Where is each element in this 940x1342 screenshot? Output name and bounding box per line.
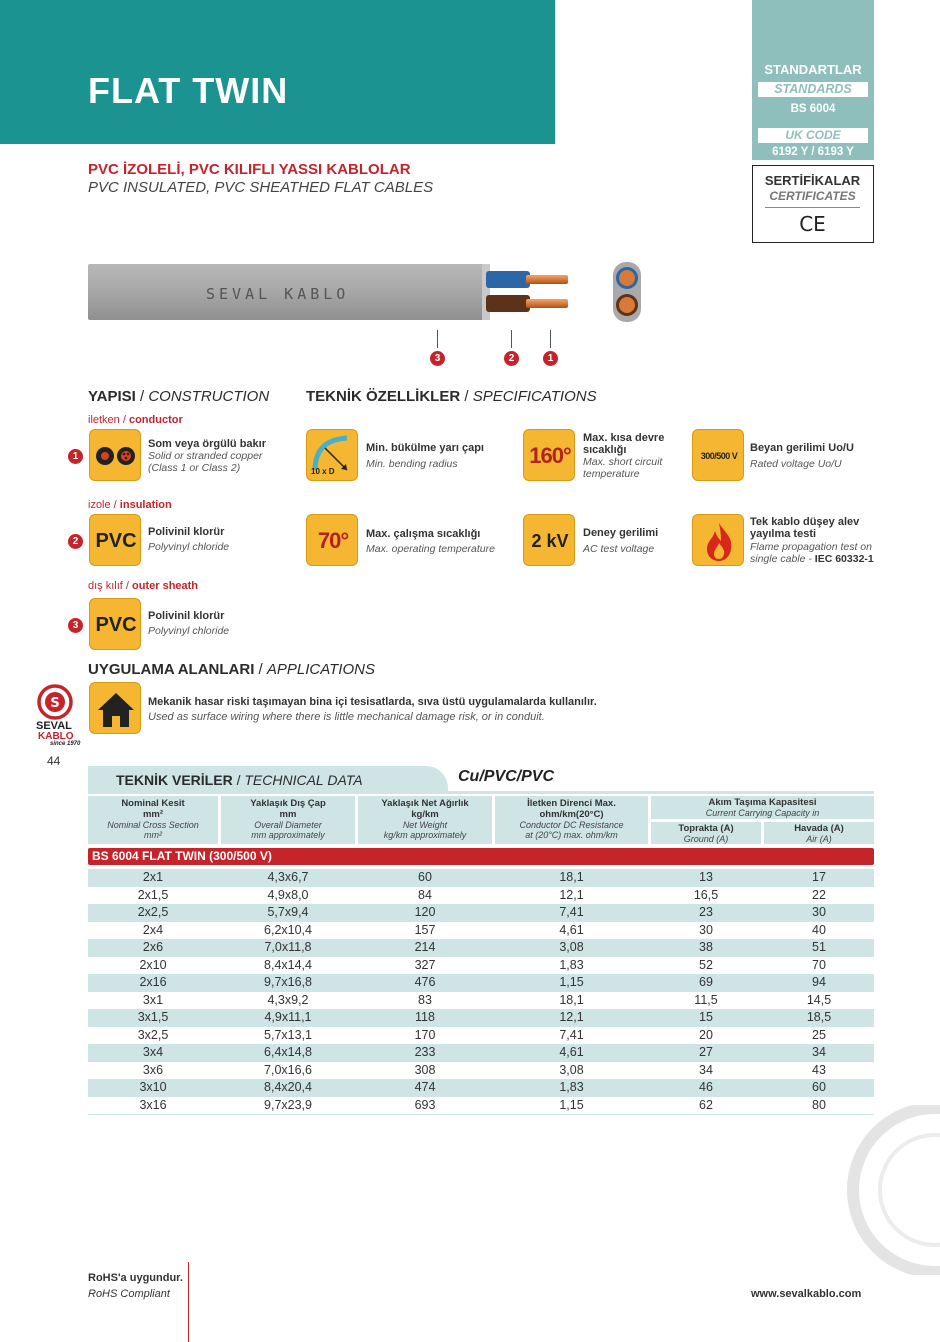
cell-air: 60 <box>812 1080 826 1094</box>
op-text-tr: Max. çalışma sıcaklığı <box>366 528 481 540</box>
conductor-label: iletken / conductor <box>88 414 183 426</box>
cell-resistance: 3,08 <box>559 940 584 954</box>
cell-ground: 62 <box>699 1097 713 1112</box>
table-row <box>88 1097 874 1115</box>
callout-line-1 <box>550 330 551 348</box>
page-number: 44 <box>47 754 61 768</box>
applications-text-en: Used as surface wiring where there is little mechanical damage risk, or in conduit. <box>148 711 545 723</box>
cell-weight: 693 <box>414 1097 436 1112</box>
cable-print-text: SEVAL KABLO <box>206 285 350 303</box>
certificates-title-en: CERTIFICATES <box>769 189 856 203</box>
cell-weight: 118 <box>415 1010 435 1024</box>
cell-weight: 83 <box>418 992 432 1007</box>
callout-line-3 <box>437 330 438 348</box>
voltage-text-tr: Beyan gerilimi Uo/U <box>750 442 854 454</box>
cell-section: 3x10 <box>139 1080 167 1094</box>
cell-air: 43 <box>812 1062 826 1077</box>
cell-diameter: 4,3x6,7 <box>267 870 309 884</box>
cell-section: 2x6 <box>142 940 164 954</box>
applications-text-tr: Mekanik hasar riski taşımayan bina içi tesisatlarda, sıva üstü uygulamalarda kullanılır. <box>148 696 597 708</box>
sheath-label: dış kılıf / outer sheath <box>88 580 199 592</box>
cell-section: 3x16 <box>139 1097 167 1112</box>
cell-ground: 30 <box>699 922 713 937</box>
cell-ground: 52 <box>699 957 713 972</box>
cell-section: 2x2,5 <box>137 905 169 919</box>
table-row <box>88 1027 874 1045</box>
svg-text:S: S <box>50 696 60 711</box>
operating-temp-icon: 70° <box>306 514 358 566</box>
cell-ground: 11,5 <box>694 992 718 1007</box>
cell-diameter: 8,4x20,4 <box>264 1080 312 1094</box>
cell-section: 2x1 <box>142 870 164 884</box>
certificates-box <box>752 165 874 243</box>
insulation-label: izole / insulation <box>88 499 172 511</box>
standards-panel <box>752 0 874 160</box>
cell-air: 14,5 <box>806 992 832 1007</box>
short-text-tr-1: Max. kısa devre <box>583 432 665 444</box>
cell-resistance: 4,61 <box>559 1045 584 1059</box>
cell-air: 25 <box>812 1027 826 1042</box>
ce-mark: CE <box>799 212 826 236</box>
table-bottom-rule <box>88 1114 874 1115</box>
website-link[interactable]: www.sevalkablo.com <box>751 1288 862 1300</box>
construction-num-3: 3 <box>68 618 83 633</box>
cell-resistance: 1,83 <box>559 1080 584 1094</box>
col-header-ground: Toprakta (A) Ground (A) <box>651 822 761 844</box>
conductor-text-tr: Som veya örgülü bakır <box>148 438 266 450</box>
cable-image <box>86 258 646 328</box>
op-text-en: Max. operating temperature <box>366 543 495 555</box>
conductor-text-en-2: (Class 1 or Class 2) <box>148 462 241 474</box>
standards-title-en: STANDARDS <box>758 82 868 97</box>
cell-ground: 23 <box>699 905 713 919</box>
logo-since: since 1970 <box>50 741 81 747</box>
table-row <box>88 922 874 940</box>
callout-line-2 <box>511 330 512 348</box>
certificates-divider <box>765 207 860 208</box>
technical-data-heading: TEKNİK VERİLER / TECHNICAL DATA <box>116 772 363 788</box>
bending-radius-icon: 10 x D <box>306 429 358 481</box>
cell-resistance: 7,41 <box>559 905 584 919</box>
pvc-sheath-icon: PVC <box>89 598 141 650</box>
cell-section: 2x1,5 <box>137 887 169 902</box>
bend-text-en: Min. bending radius <box>366 458 458 470</box>
cell-air: 18,5 <box>806 1010 832 1024</box>
standards-value: BS 6004 <box>790 103 836 115</box>
rohs-text-tr: RoHS'a uygundur. <box>88 1272 183 1284</box>
cell-resistance: 1,15 <box>559 975 584 989</box>
cell-section: 2x10 <box>139 957 167 972</box>
cell-diameter: 6,4x14,8 <box>264 1045 312 1059</box>
sheath-text-en: Polyvinyl chloride <box>148 625 230 637</box>
construction-num-2: 2 <box>68 534 83 549</box>
table-row <box>88 1044 874 1062</box>
cell-ground: 16,5 <box>693 887 719 902</box>
test-text-en: AC test voltage <box>583 543 655 555</box>
callout-2: 2 <box>504 351 519 366</box>
cell-diameter: 4,9x11,1 <box>264 1010 312 1024</box>
cell-weight: 120 <box>414 905 436 919</box>
logo-line-1: SEVAL <box>36 720 72 732</box>
col-header-resistance: İletken Direnci Max. ohm/km(20°C) Conductor DC Resistance at (20°C) max. ohm/km <box>495 796 648 844</box>
cell-diameter: 6,2x10,4 <box>264 922 312 937</box>
cell-section: 2x4 <box>142 922 164 937</box>
cell-diameter: 5,7x13,1 <box>264 1027 312 1042</box>
flame-icon <box>692 514 744 566</box>
cell-diameter: 7,0x16,6 <box>264 1062 312 1077</box>
cell-section: 3x1 <box>142 992 164 1007</box>
cell-section: 3x6 <box>142 1062 164 1077</box>
uk-code-label: UK CODE <box>758 128 868 143</box>
short-text-en-1: Max. short circuit <box>583 456 663 468</box>
specifications-heading: TEKNİK ÖZELLİKLER / SPECIFICATIONS <box>306 388 597 405</box>
cell-weight: 327 <box>414 957 436 972</box>
table-row <box>88 1062 874 1080</box>
page-title: FLAT TWIN <box>88 70 289 111</box>
cell-resistance: 1,15 <box>559 1097 584 1112</box>
cell-resistance: 18,1 <box>559 992 584 1007</box>
standards-title: STANDARTLAR <box>764 62 862 77</box>
cell-weight: 233 <box>414 1045 436 1059</box>
callout-1: 1 <box>543 351 558 366</box>
cell-resistance: 1,83 <box>559 957 584 972</box>
cell-diameter: 9,7x23,9 <box>264 1097 312 1112</box>
table-row <box>88 869 874 887</box>
cell-resistance: 12,1 <box>559 887 584 902</box>
table-row <box>88 904 874 922</box>
construction-num-1: 1 <box>68 449 83 464</box>
rated-voltage-icon: 300/500 V <box>692 429 744 481</box>
construction-heading: YAPISI / CONSTRUCTION <box>88 388 270 405</box>
technical-data-rule <box>88 791 874 794</box>
table-row <box>88 887 874 905</box>
footer-divider <box>188 1262 189 1342</box>
cell-resistance: 18,1 <box>559 870 584 884</box>
cell-ground: 34 <box>699 1062 713 1077</box>
cell-air: 17 <box>812 870 826 884</box>
cell-air: 94 <box>812 975 826 989</box>
cell-section: 3x4 <box>142 1045 164 1059</box>
callout-3: 3 <box>430 351 445 366</box>
short-text-en-2: temperature <box>583 468 640 480</box>
cell-air: 40 <box>812 922 826 937</box>
conductor-text-en: Solid or stranded copper <box>148 450 263 462</box>
cell-weight: 214 <box>414 940 436 954</box>
cell-weight: 60 <box>418 870 432 884</box>
cell-resistance: 7,41 <box>559 1027 584 1042</box>
cell-air: 34 <box>812 1045 826 1059</box>
cell-resistance: 4,61 <box>559 922 584 937</box>
table-row <box>88 1079 874 1097</box>
pvc-insulation-icon: PVC <box>89 514 141 566</box>
cell-air: 22 <box>812 887 826 902</box>
cell-air: 30 <box>812 905 826 919</box>
rohs-text-en: RoHS Compliant <box>88 1288 170 1300</box>
flame-text-tr-1: Tek kablo düşey alev <box>750 516 860 528</box>
cell-diameter: 4,9x8,0 <box>267 887 309 902</box>
short-text-tr-2: sıcaklığı <box>583 444 627 456</box>
cell-weight: 308 <box>414 1062 436 1077</box>
cell-ground: 20 <box>699 1027 713 1042</box>
seval-watermark-icon <box>820 1105 940 1275</box>
cell-diameter: 5,7x9,4 <box>267 905 309 919</box>
house-icon <box>89 682 141 734</box>
cell-ground: 13 <box>699 870 713 884</box>
insulation-text-en: Polyvinyl chloride <box>148 541 230 553</box>
col-header-capacity: Akım Taşıma Kapasitesi Current Carrying Capacity in <box>651 796 874 819</box>
logo-line-2: KABLO <box>38 731 74 742</box>
col-header-diameter: Yaklaşık Dış Çap mm Overall Diameter mm approximately <box>221 796 355 844</box>
cell-weight: 157 <box>414 922 436 937</box>
cell-air: 70 <box>812 957 826 972</box>
cell-section: 2x16 <box>139 975 167 989</box>
col-header-section: Nominal Kesit mm² Nominal Cross Section mm² <box>88 796 218 844</box>
table-row <box>88 957 874 975</box>
uk-code-value: 6192 Y / 6193 Y <box>772 146 854 158</box>
cell-section: 3x2,5 <box>137 1027 169 1042</box>
cell-weight: 170 <box>414 1027 436 1042</box>
conductor-icon <box>89 429 141 481</box>
cell-diameter: 8,4x14,4 <box>264 957 312 972</box>
short-circuit-temp-icon: 160° <box>523 429 575 481</box>
certificates-title: SERTİFİKALAR <box>764 173 861 188</box>
subtitle-tr: PVC İZOLELİ, PVC KILIFLI YASSI KABLOLAR <box>88 161 411 178</box>
cell-air: 51 <box>812 940 826 954</box>
cell-weight: 474 <box>414 1080 436 1094</box>
cell-diameter: 4,3x9,2 <box>267 992 309 1007</box>
seval-logo-icon <box>37 684 73 720</box>
material-label: Cu/PVC/PVC <box>458 768 555 785</box>
cell-ground: 15 <box>699 1010 713 1024</box>
table-row <box>88 1009 874 1027</box>
cell-resistance: 3,08 <box>559 1062 584 1077</box>
cell-ground: 46 <box>699 1080 713 1094</box>
test-text-tr: Deney gerilimi <box>583 527 659 539</box>
cell-diameter: 9,7x16,8 <box>264 975 312 989</box>
subtitle-en: PVC INSULATED, PVC SHEATHED FLAT CABLES <box>88 179 434 196</box>
cell-section: 3x1,5 <box>137 1010 169 1024</box>
test-voltage-icon: 2 kV <box>523 514 575 566</box>
cell-resistance: 12,1 <box>559 1010 584 1024</box>
insulation-text-tr: Polivinil klorür <box>148 526 225 538</box>
sheath-text-tr: Polivinil klorür <box>148 610 225 622</box>
cell-diameter: 7,0x11,8 <box>264 940 312 954</box>
cell-weight: 84 <box>418 887 432 902</box>
flame-text-tr-2: yayılma testi <box>750 528 817 540</box>
table-row <box>88 992 874 1010</box>
flame-text-en-2: single cable - IEC 60332-1 <box>750 553 874 565</box>
table-group-header: BS 6004 FLAT TWIN (300/500 V) <box>88 848 874 865</box>
table-row <box>88 974 874 992</box>
table-row <box>88 939 874 957</box>
cell-ground: 27 <box>699 1045 713 1059</box>
flame-text-en-1: Flame propagation test on <box>750 541 872 553</box>
col-header-weight: Yaklaşık Net Ağırlık kg/km Net Weight kg/km approximately <box>358 796 492 844</box>
cell-air: 80 <box>812 1097 826 1112</box>
cell-ground: 69 <box>699 975 713 989</box>
applications-heading: UYGULAMA ALANLARI / APPLICATIONS <box>88 661 375 678</box>
bend-text-tr: Min. bükülme yarı çapı <box>366 442 484 454</box>
col-header-air: Havada (A) Air (A) <box>764 822 874 844</box>
cell-ground: 38 <box>699 940 713 954</box>
voltage-text-en: Rated voltage Uo/U <box>750 458 842 470</box>
cell-weight: 476 <box>414 975 436 989</box>
